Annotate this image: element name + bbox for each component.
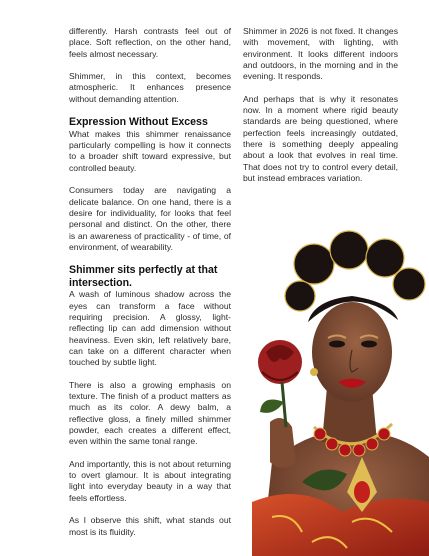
model-photo bbox=[252, 212, 429, 556]
paragraph: What makes this shimmer renaissance particularly compelling is how it connects to a broader shift toward expressive, but controlled beauty. bbox=[69, 128, 231, 173]
left-column bbox=[69, 26, 231, 549]
paragraph: And perhaps that is why it resonates now. In a moment where rigid beauty standards are being questioned, where perfection feels increasingly outdated, there is something deeply appealing about a look that evolves in real time. That does not try to control every detail, but instead embraces variation. bbox=[243, 93, 398, 183]
hair-knot bbox=[294, 244, 334, 284]
paragraph: Shimmer, in this context, becomes atmospheric. It enhances presence without demanding attention. bbox=[69, 71, 231, 104]
paragraph: As I observe this shift, what stands out most is its fluidity. bbox=[69, 515, 231, 537]
hair-knot bbox=[366, 239, 404, 277]
hair-knot bbox=[330, 231, 368, 269]
hand bbox=[270, 418, 296, 468]
paragraph: Shimmer in 2026 is not fixed. It changes with movement, with lighting, with environment. It looks different indoors and outdoors, in the morning and in the evening. It responds. bbox=[243, 26, 398, 82]
hair-knot bbox=[393, 268, 425, 300]
paragraph: A wash of luminous shadow across the eyes can transform a face without requiring precision. A glossy, light-reflecting lip can add dimension without heaviness. Even skin, left relatively bare, can take on a different character when touched by subtle light. bbox=[69, 289, 231, 368]
section-heading: Expression Without Excess bbox=[69, 116, 208, 129]
section-heading: Shimmer sits perfectly at that intersection. bbox=[69, 264, 218, 289]
right-column bbox=[243, 26, 398, 195]
paragraph: Consumers today are navigating a delicate balance. On one hand, there is a desire for individuality, for looks that feel personal and distinct. On the other, there is an awareness of practicality - of time, of environment, of wearability. bbox=[69, 185, 231, 252]
paragraph: There is also a growing emphasis on texture. The finish of a product matters as much as its color. A dewy balm, a reflective gloss, a finely milled shimmer powder, each creates a different effect, even within the same tonal range. bbox=[69, 379, 231, 447]
paragraph: And importantly, this is not about returning to overt glamour. It is about integrating light into everyday beauty in a way that feels effortless. bbox=[69, 458, 231, 503]
paragraph: differently. Harsh contrasts feel out of place. Soft reflection, on the other hand, feels almost necessary. bbox=[69, 26, 231, 59]
hair-knot bbox=[285, 281, 315, 311]
rose bbox=[258, 340, 302, 427]
